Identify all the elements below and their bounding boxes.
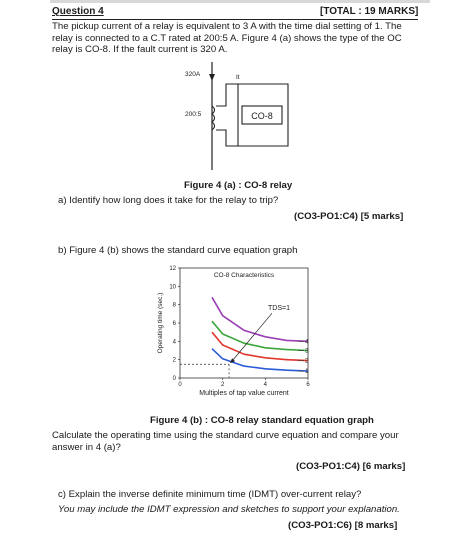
cropped-header-strip — [50, 0, 430, 3]
x-tick-label: 0 — [178, 382, 182, 388]
y-tick-label: 6 — [172, 321, 176, 327]
secondary-wire-bottom — [216, 130, 238, 146]
y-tick-label: 4 — [172, 339, 176, 346]
part-c-note: You may include the IDMT expression and sketches to support your explanation. — [58, 504, 400, 515]
series-label-3: 3 — [305, 347, 309, 355]
intro-paragraph — [52, 21, 402, 56]
relay-label: CO-8 — [251, 111, 273, 121]
chart-x-axis-label: Multiples of tap value current — [199, 390, 289, 397]
series-label-2: 2 — [305, 357, 309, 365]
intro-line-3: relay is CO-8. If the fault current is 320 A. — [52, 44, 228, 55]
y-tick-label: 12 — [169, 266, 176, 272]
part-b-text-line-2: answer in 4 (a)? — [52, 441, 121, 453]
y-tick-label: 10 — [169, 284, 176, 291]
series-label-4: 4 — [305, 338, 309, 346]
part-b-text — [52, 430, 399, 453]
intro-line-1: The pickup current of a relay is equivalent to 3 A with the time dial setting of 1. The — [52, 21, 402, 32]
chart-y-axis-label: Operating time (sec.) — [157, 292, 164, 354]
question-title: Question 4 — [52, 6, 104, 17]
co8-characteristics-chart — [156, 262, 316, 402]
part-a-question: a) Identify how long does it take for the relay to trip? — [58, 195, 279, 206]
y-tick-label: 8 — [172, 302, 176, 309]
y-tick-label: 2 — [172, 357, 176, 364]
trip-current-label: It — [236, 74, 240, 81]
tds-annotation: TDS=1 — [268, 305, 290, 313]
figure-a-caption: Figure 4 (a) : CO-8 relay — [184, 180, 293, 191]
part-c-marks: (CO3-PO1:C6) [8 marks] — [288, 520, 398, 531]
secondary-wire-top — [216, 84, 238, 106]
part-a-marks: (CO3-PO1:C4) [5 marks] — [294, 211, 404, 222]
x-tick-label: 4 — [263, 382, 268, 388]
part-c-question: c) Explain the inverse definite minimum time (IDMT) over-current relay? — [58, 489, 362, 500]
intro-line-2: relay is connected to a C.T rated at 200:5 A. Figure 4 (a) shows the type of the OC — [52, 32, 402, 44]
chart-marks-layer — [169, 266, 310, 388]
series-label-1: 1 — [305, 368, 309, 376]
y-tick-label: 0 — [172, 376, 176, 382]
part-b-text-line-1: Calculate the operating time using the standard curve equation and compare your — [52, 430, 399, 441]
figure-b-caption: Figure 4 (b) : CO-8 relay standard equation graph — [150, 415, 374, 426]
part-b-question: b) Figure 4 (b) shows the standard curve equation graph — [58, 245, 298, 256]
part-b-marks: (CO3-PO1:C4) [6 marks] — [296, 461, 406, 472]
current-arrow-icon — [209, 74, 215, 81]
fault-current-label: 320A — [185, 71, 201, 78]
total-marks: [TOTAL : 19 MARKS] — [320, 6, 419, 17]
x-tick-label: 6 — [306, 382, 310, 388]
ct-ratio-label: 200:5 — [185, 111, 202, 118]
chart-plot-frame — [180, 268, 308, 378]
header-divider — [52, 19, 418, 20]
x-tick-label: 2 — [220, 382, 225, 388]
chart-title: CO-8 Characteristics — [213, 272, 275, 279]
relay-circuit-diagram — [180, 62, 300, 170]
series-line-4 — [212, 297, 308, 341]
